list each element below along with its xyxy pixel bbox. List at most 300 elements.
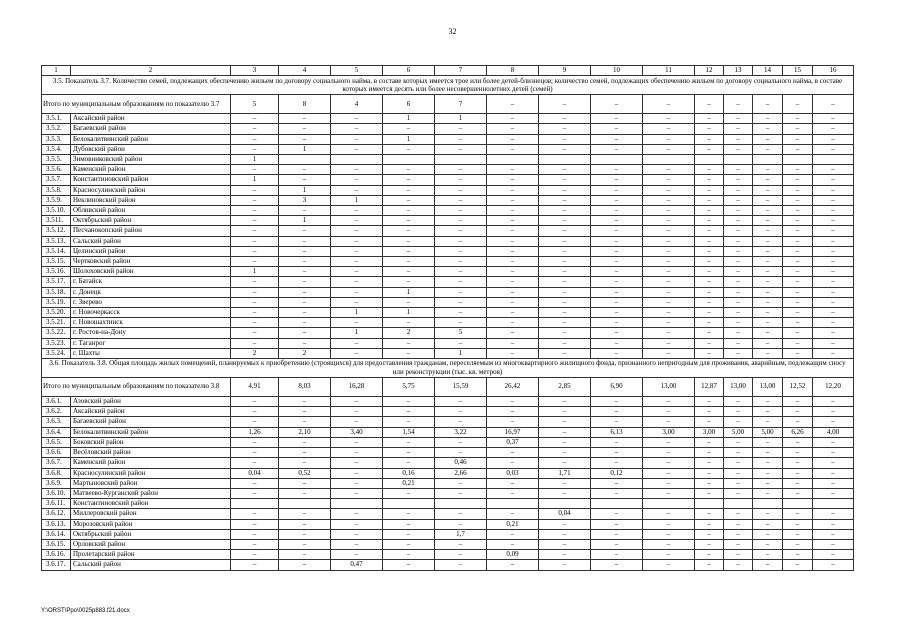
cell-value: – — [331, 185, 383, 195]
cell-value: – — [643, 246, 695, 256]
table-row — [42, 488, 854, 498]
cell-value: – — [279, 308, 331, 318]
cell-value: 2,10 — [279, 427, 331, 437]
municipality-name: Аксайский район — [71, 114, 231, 124]
cell-value: – — [724, 216, 753, 226]
cell-value: – — [331, 226, 383, 236]
municipality-name: Зимовниковский район — [71, 155, 231, 165]
cell-value — [539, 155, 591, 165]
cell-value: 0,46 — [435, 458, 487, 468]
municipality-name: Аксайский район — [71, 407, 231, 417]
cell-value: – — [383, 407, 435, 417]
cell-value: – — [487, 348, 539, 358]
cell-value: – — [783, 114, 813, 124]
municipality-name: Константиновский район — [71, 175, 231, 185]
cell-value: – — [279, 478, 331, 488]
cell-value: – — [591, 144, 643, 154]
cell-value: – — [591, 560, 643, 570]
cell-value: – — [435, 206, 487, 216]
row-number: 3.5.1. — [42, 114, 71, 124]
total-value: – — [783, 95, 813, 114]
cell-value: – — [724, 550, 753, 560]
cell-value: – — [331, 529, 383, 539]
cell-value: – — [695, 185, 724, 195]
cell-value: – — [724, 338, 753, 348]
cell-value: – — [643, 216, 695, 226]
cell-value: – — [813, 468, 854, 478]
cell-value: – — [487, 114, 539, 124]
table-row — [42, 448, 854, 458]
cell-value — [783, 155, 813, 165]
cell-value: – — [383, 185, 435, 195]
cell-value: – — [783, 437, 813, 447]
cell-value: – — [783, 458, 813, 468]
cell-value: – — [539, 114, 591, 124]
municipality-name: Каменский район — [71, 458, 231, 468]
row-number: 3.6.6. — [42, 448, 71, 458]
row-number: 3.5.7. — [42, 175, 71, 185]
cell-value: – — [331, 407, 383, 417]
cell-value: – — [383, 226, 435, 236]
row-number: 3.5.2. — [42, 124, 71, 134]
cell-value: – — [539, 297, 591, 307]
cell-value: – — [279, 297, 331, 307]
total-value: 5 — [231, 95, 279, 114]
cell-value: – — [783, 144, 813, 154]
cell-value: – — [435, 257, 487, 267]
table-row — [42, 216, 854, 226]
cell-value — [487, 499, 539, 509]
cell-value: – — [487, 417, 539, 427]
cell-value: – — [539, 488, 591, 498]
cell-value: – — [643, 257, 695, 267]
total-label: Итого по муниципальным образованиям по показателю 3.7 — [42, 95, 231, 114]
municipality-name: Неклиновский район — [71, 195, 231, 205]
cell-value: – — [487, 458, 539, 468]
cell-value: – — [724, 458, 753, 468]
table-row — [42, 560, 854, 570]
row-number: 3.5.10. — [42, 206, 71, 216]
cell-value: – — [279, 124, 331, 134]
row-number: 3.6.4. — [42, 427, 71, 437]
cell-value: – — [231, 458, 279, 468]
cell-value: – — [539, 195, 591, 205]
cell-value: – — [279, 417, 331, 427]
total-value: 6 — [383, 95, 435, 114]
cell-value: – — [643, 308, 695, 318]
cell-value: – — [695, 397, 724, 407]
cell-value: – — [539, 175, 591, 185]
row-number: 3.5.16. — [42, 267, 71, 277]
cell-value: – — [435, 338, 487, 348]
municipality-name: Белокалитвинский район — [71, 134, 231, 144]
cell-value: 2,66 — [435, 468, 487, 478]
cell-value: – — [783, 165, 813, 175]
cell-value: – — [435, 175, 487, 185]
cell-value: – — [383, 165, 435, 175]
cell-value: 0,16 — [383, 468, 435, 478]
municipality-name: Сальский район — [71, 560, 231, 570]
cell-value: – — [724, 318, 753, 328]
cell-value: – — [643, 287, 695, 297]
cell-value: – — [383, 397, 435, 407]
cell-value: – — [487, 246, 539, 256]
row-number: 3.5.13. — [42, 236, 71, 246]
cell-value: – — [383, 448, 435, 458]
cell-value: – — [487, 185, 539, 195]
table-row — [42, 257, 854, 267]
row-number: 3.6.8. — [42, 468, 71, 478]
table-row — [42, 519, 854, 529]
cell-value: – — [695, 468, 724, 478]
row-number: 3.5.9. — [42, 195, 71, 205]
cell-value: – — [724, 417, 753, 427]
cell-value: – — [724, 246, 753, 256]
cell-value: – — [539, 437, 591, 447]
cell-value: – — [435, 539, 487, 549]
cell-value: – — [783, 287, 813, 297]
cell-value: – — [383, 195, 435, 205]
total-value: – — [753, 95, 783, 114]
cell-value: – — [435, 407, 487, 417]
cell-value: – — [783, 134, 813, 144]
cell-value: – — [331, 550, 383, 560]
table-row — [42, 437, 854, 447]
municipality-name: Красносулинский район — [71, 185, 231, 195]
total-value: 2,85 — [539, 378, 591, 397]
column-header: 9 — [539, 66, 591, 76]
cell-value: – — [783, 539, 813, 549]
cell-value: – — [591, 308, 643, 318]
cell-value: 5 — [435, 328, 487, 338]
cell-value: – — [331, 509, 383, 519]
cell-value: – — [695, 318, 724, 328]
cell-value: – — [279, 287, 331, 297]
cell-value: – — [783, 297, 813, 307]
cell-value: 1 — [279, 185, 331, 195]
cell-value: – — [753, 509, 783, 519]
cell-value: – — [539, 478, 591, 488]
row-number: 3.6.10. — [42, 488, 71, 498]
cell-value: – — [753, 560, 783, 570]
cell-value: – — [643, 338, 695, 348]
cell-value: 3 — [279, 195, 331, 205]
column-header: 5 — [331, 66, 383, 76]
cell-value: – — [783, 318, 813, 328]
cell-value: – — [279, 407, 331, 417]
cell-value: – — [783, 529, 813, 539]
column-header: 2 — [71, 66, 231, 76]
total-value: 12,52 — [783, 378, 813, 397]
cell-value: – — [813, 550, 854, 560]
cell-value: – — [591, 124, 643, 134]
cell-value: – — [383, 236, 435, 246]
section-title-row-3-5 — [42, 76, 854, 95]
cell-value: – — [435, 246, 487, 256]
municipality-name: Каменский район — [71, 165, 231, 175]
cell-value: 0,37 — [487, 437, 539, 447]
cell-value: 0,21 — [383, 478, 435, 488]
cell-value: – — [383, 318, 435, 328]
cell-value — [813, 499, 854, 509]
cell-value: – — [695, 338, 724, 348]
cell-value: – — [591, 216, 643, 226]
municipality-name: г. Новошахтинск — [71, 318, 231, 328]
cell-value: – — [783, 550, 813, 560]
cell-value: – — [724, 519, 753, 529]
cell-value: – — [539, 407, 591, 417]
column-header: 4 — [279, 66, 331, 76]
total-value: 6,90 — [591, 378, 643, 397]
cell-value: – — [724, 236, 753, 246]
cell-value: – — [383, 257, 435, 267]
cell-value: – — [331, 236, 383, 246]
total-value: 4 — [331, 95, 383, 114]
cell-value: – — [435, 277, 487, 287]
cell-value — [591, 499, 643, 509]
municipality-name: Матвеево-Курганский район — [71, 488, 231, 498]
cell-value: – — [591, 165, 643, 175]
cell-value: – — [695, 437, 724, 447]
column-header: 11 — [643, 66, 695, 76]
cell-value: – — [753, 277, 783, 287]
footer-file-path: Y:\ORST\Ppo\0025p883.f21.docx — [41, 608, 130, 614]
municipality-name: г. Новочеркасск — [71, 308, 231, 318]
cell-value: – — [539, 519, 591, 529]
cell-value: – — [487, 257, 539, 267]
cell-value: – — [539, 246, 591, 256]
cell-value: – — [813, 297, 854, 307]
cell-value: – — [753, 175, 783, 185]
cell-value: – — [695, 539, 724, 549]
cell-value: – — [753, 246, 783, 256]
cell-value: – — [643, 407, 695, 417]
cell-value: – — [591, 134, 643, 144]
cell-value: – — [539, 226, 591, 236]
cell-value: – — [813, 397, 854, 407]
cell-value: – — [753, 287, 783, 297]
cell-value: – — [435, 550, 487, 560]
cell-value: – — [539, 397, 591, 407]
cell-value: – — [753, 397, 783, 407]
cell-value: – — [783, 226, 813, 236]
cell-value: – — [813, 267, 854, 277]
cell-value: 2 — [279, 348, 331, 358]
cell-value: – — [753, 318, 783, 328]
cell-value: – — [813, 348, 854, 358]
cell-value: – — [783, 397, 813, 407]
cell-value: – — [279, 328, 331, 338]
cell-value — [331, 499, 383, 509]
cell-value: – — [487, 338, 539, 348]
cell-value: – — [724, 206, 753, 216]
cell-value: – — [539, 458, 591, 468]
cell-value: – — [231, 478, 279, 488]
cell-value: 0,12 — [591, 468, 643, 478]
cell-value: – — [783, 246, 813, 256]
cell-value: – — [643, 509, 695, 519]
cell-value: – — [279, 236, 331, 246]
cell-value: – — [813, 114, 854, 124]
table-row — [42, 175, 854, 185]
section-title: 3.6. Показатель 3.8. Общая площадь жилых помещений, планируемых к приобретению (строящихся) для предоставления гражданам, переселяемым из многоквартирного жилищного фонда, признанного непригодным для проживания, аварийным, подлежащим сносу или реконструкции (тыс. кв. метров) — [42, 359, 854, 378]
total-row — [42, 378, 854, 397]
cell-value: – — [487, 165, 539, 175]
cell-value: – — [783, 407, 813, 417]
cell-value: – — [487, 560, 539, 570]
cell-value: – — [231, 206, 279, 216]
cell-value: – — [539, 134, 591, 144]
cell-value: – — [539, 550, 591, 560]
cell-value: – — [539, 185, 591, 195]
cell-value: 5,00 — [724, 427, 753, 437]
cell-value: – — [279, 488, 331, 498]
cell-value: – — [487, 407, 539, 417]
cell-value: – — [724, 257, 753, 267]
cell-value: – — [695, 216, 724, 226]
table-row — [42, 458, 854, 468]
cell-value: – — [724, 539, 753, 549]
cell-value — [695, 155, 724, 165]
cell-value: – — [591, 539, 643, 549]
cell-value: – — [435, 437, 487, 447]
cell-value: – — [231, 448, 279, 458]
cell-value: – — [724, 328, 753, 338]
total-value: – — [487, 95, 539, 114]
cell-value: – — [591, 114, 643, 124]
table-row — [42, 397, 854, 407]
column-header: 14 — [753, 66, 783, 76]
cell-value: 3,22 — [435, 427, 487, 437]
cell-value: – — [724, 124, 753, 134]
cell-value: – — [783, 124, 813, 134]
cell-value: – — [643, 560, 695, 570]
cell-value: – — [487, 206, 539, 216]
cell-value: – — [231, 328, 279, 338]
table-row — [42, 124, 854, 134]
cell-value: – — [591, 267, 643, 277]
cell-value: – — [724, 267, 753, 277]
cell-value: – — [724, 185, 753, 195]
cell-value: – — [643, 488, 695, 498]
cell-value: – — [643, 448, 695, 458]
row-number: 3.6.14. — [42, 529, 71, 539]
column-header: 8 — [487, 66, 539, 76]
cell-value: – — [279, 550, 331, 560]
cell-value: – — [813, 175, 854, 185]
cell-value: – — [591, 338, 643, 348]
cell-value: – — [783, 195, 813, 205]
table-row — [42, 165, 854, 175]
cell-value: – — [813, 144, 854, 154]
municipality-name: Целинский район — [71, 246, 231, 256]
cell-value: 1 — [231, 155, 279, 165]
cell-value: – — [724, 348, 753, 358]
cell-value: – — [643, 195, 695, 205]
table-row — [42, 478, 854, 488]
cell-value: – — [539, 318, 591, 328]
cell-value: – — [331, 448, 383, 458]
cell-value: – — [753, 308, 783, 318]
cell-value: – — [539, 165, 591, 175]
row-number: 3.5.3. — [42, 134, 71, 144]
cell-value: – — [753, 519, 783, 529]
cell-value: – — [383, 509, 435, 519]
cell-value: – — [331, 478, 383, 488]
column-header: 6 — [383, 66, 435, 76]
cell-value: – — [724, 560, 753, 570]
cell-value: 1 — [383, 134, 435, 144]
cell-value: – — [383, 297, 435, 307]
cell-value — [643, 155, 695, 165]
cell-value: – — [487, 397, 539, 407]
cell-value: – — [783, 519, 813, 529]
cell-value: – — [331, 539, 383, 549]
cell-value: – — [813, 539, 854, 549]
row-number: 3.6.5. — [42, 437, 71, 447]
row-number: 3.511. — [42, 216, 71, 226]
cell-value: – — [591, 175, 643, 185]
cell-value: – — [813, 308, 854, 318]
cell-value: – — [724, 195, 753, 205]
cell-value: – — [279, 175, 331, 185]
cell-value: – — [487, 195, 539, 205]
cell-value: – — [783, 448, 813, 458]
cell-value: – — [643, 529, 695, 539]
cell-value: – — [813, 407, 854, 417]
cell-value: – — [753, 417, 783, 427]
municipality-name: Красносулинский район — [71, 468, 231, 478]
cell-value: – — [724, 287, 753, 297]
cell-value: – — [643, 539, 695, 549]
total-value: – — [643, 95, 695, 114]
cell-value: – — [487, 539, 539, 549]
cell-value: – — [539, 267, 591, 277]
municipality-name: г. Батайск — [71, 277, 231, 287]
cell-value: – — [695, 206, 724, 216]
cell-value: – — [724, 134, 753, 144]
cell-value: – — [487, 277, 539, 287]
cell-value: – — [783, 236, 813, 246]
cell-value: – — [813, 206, 854, 216]
cell-value: – — [539, 257, 591, 267]
cell-value: – — [487, 488, 539, 498]
municipality-name: г. Шахты — [71, 348, 231, 358]
row-number: 3.5.23. — [42, 338, 71, 348]
total-value: 13,00 — [753, 378, 783, 397]
cell-value: – — [331, 277, 383, 287]
cell-value: – — [231, 257, 279, 267]
cell-value: – — [591, 448, 643, 458]
cell-value: – — [695, 308, 724, 318]
cell-value: – — [783, 417, 813, 427]
cell-value: – — [695, 488, 724, 498]
cell-value: – — [591, 437, 643, 447]
cell-value: – — [695, 246, 724, 256]
total-value: 12,20 — [813, 378, 854, 397]
cell-value: 16,97 — [487, 427, 539, 437]
cell-value: – — [231, 287, 279, 297]
municipality-name: Багаевский район — [71, 417, 231, 427]
cell-value: – — [435, 417, 487, 427]
total-value: 8,03 — [279, 378, 331, 397]
cell-value: – — [231, 114, 279, 124]
municipality-name: Орловский район — [71, 539, 231, 549]
row-number: 3.6.16. — [42, 550, 71, 560]
cell-value: 1 — [231, 267, 279, 277]
cell-value: – — [383, 529, 435, 539]
table-row — [42, 499, 854, 509]
